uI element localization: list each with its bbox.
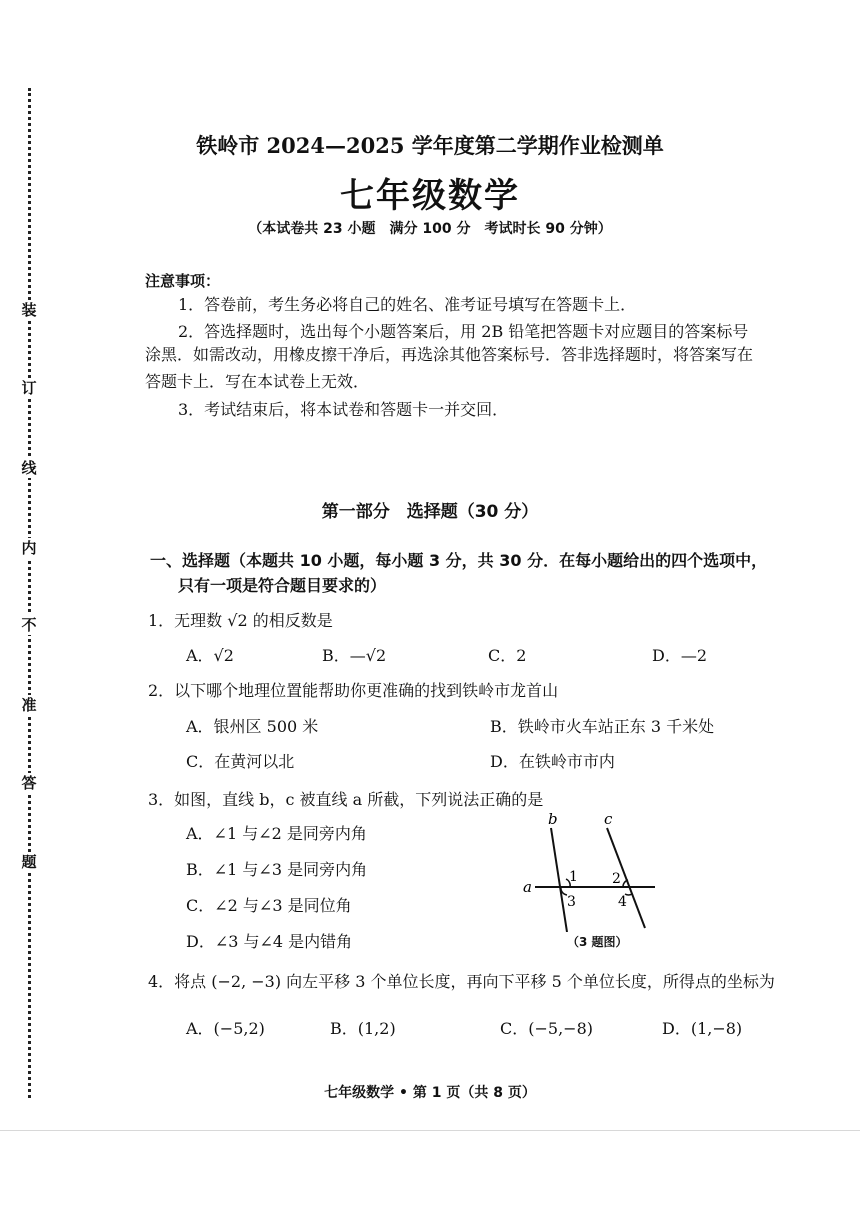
notice-item-2-line-1: 2．答选择题时，选出每个小题答案后，用 2B 铅笔把答题卡对应题目的答案标号 [178,322,749,341]
page-footer: 七年级数学 • 第 1 页（共 8 页） [324,1085,536,1101]
section-instruction-line-1: 一、选择题（本题共 10 小题，每小题 3 分，共 30 分．在每小题给出的四个选项中， [150,551,768,570]
question-4-option-d: D．(1,−8) [662,1019,743,1038]
binding-char: 准 [18,695,40,715]
binding-char: 内 [18,538,40,558]
question-3-stem: 3．如图，直线 b，c 被直线 a 所截，下列说法正确的是 [148,790,544,809]
question-1-option-d: D．—2 [652,646,708,665]
question-4-option-c: C．(−5,−8) [500,1019,593,1038]
question-3-option-b: B．∠1 与∠3 是同旁内角 [186,860,368,879]
label-a: a [523,878,532,896]
subject-title: 七年级数学 [340,176,520,216]
section-title: 第一部分 选择题（30 分） [321,502,539,522]
binding-char: 题 [18,852,40,872]
question-4-option-a: A．(−5,2) [186,1019,265,1038]
notice-item-1: 1．答卷前，考生务必将自己的姓名、准考证号填写在答题卡上． [178,295,637,314]
notice-item-3: 3．考试结束后，将本试卷和答题卡一并交回． [178,400,509,419]
label-b: b [548,810,558,828]
section-instruction-line-2: 只有一项是符合题目要求的） [178,576,387,595]
notice-item-2-line-3: 答题卡上．写在本试卷上无效． [145,372,370,391]
binding-char: 线 [18,458,40,478]
question-4-option-b: B．(1,2) [330,1019,396,1038]
angle-label-2: 2 [612,871,621,887]
question-3-figure-caption: （3 题图） [567,935,628,949]
binding-char: 订 [18,378,40,398]
angle-label-4: 4 [618,894,627,910]
question-1-option-a: A．√2 [186,646,234,665]
binding-char: 装 [18,300,40,320]
binding-char: 不 [18,615,40,635]
page-divider [0,1130,860,1131]
binding-dotted-line [28,88,31,1098]
question-2-option-d: D．在铁岭市市内 [490,752,615,771]
angle-label-1: 1 [569,869,578,885]
notice-item-2-line-2: 涂黑．如需改动，用橡皮擦干净后，再选涂其他答案标号．答非选择题时，将答案写在 [145,345,754,364]
question-2-option-a: A．银州区 500 米 [186,717,319,736]
label-c: c [604,810,613,828]
question-3-option-c: C．∠2 与∠3 是同位角 [186,896,352,915]
binding-char: 答 [18,773,40,793]
angle-label-3: 3 [567,894,576,910]
question-3-figure [515,810,665,932]
question-1-stem: 1．无理数 √2 的相反数是 [148,611,333,630]
question-3-option-a: A．∠1 与∠2 是同旁内角 [186,824,367,843]
line-b [551,828,567,932]
question-1-option-c: C．2 [488,646,527,665]
exam-info: （本试卷共 23 小题 满分 100 分 考试时长 90 分钟） [248,221,612,237]
question-2-option-c: C．在黄河以北 [186,752,295,771]
school-title: 铁岭市 2024—2025 学年度第二学期作业检测单 [196,133,664,158]
question-2-option-b: B．铁岭市火车站正东 3 千米处 [490,717,715,736]
question-4-stem: 4．将点 (−2, −3) 向左平移 3 个单位长度，再向下平移 5 个单位长度，所得点的坐标为 [148,972,775,991]
question-2-stem: 2．以下哪个地理位置能帮助你更准确的找到铁岭市龙首山 [148,681,559,700]
notice-heading: 注意事项： [145,272,221,290]
question-1-option-b: B．—√2 [322,646,387,665]
question-3-option-d: D．∠3 与∠4 是内错角 [186,932,353,951]
